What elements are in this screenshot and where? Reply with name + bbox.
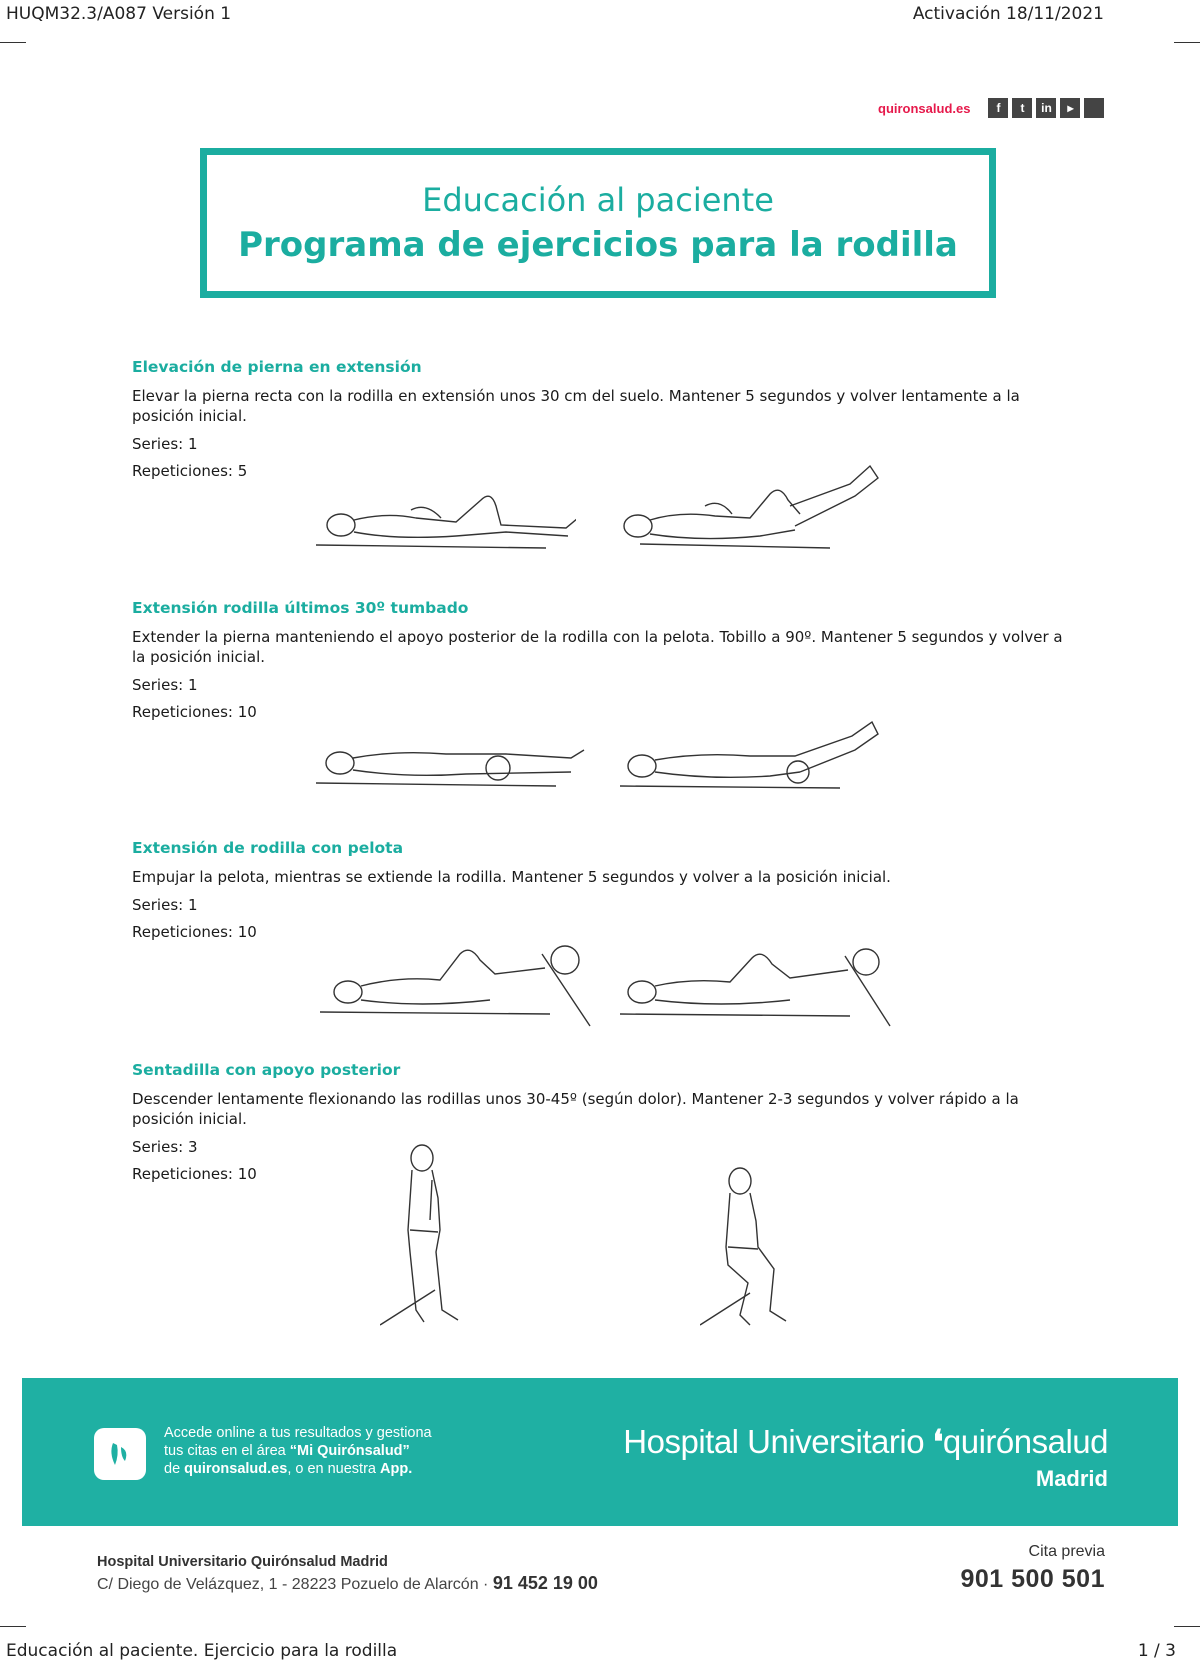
crop-mark — [0, 42, 26, 43]
exercise-3 — [132, 839, 1092, 941]
page-subtitle: Educación al paciente — [422, 181, 774, 219]
exercise-3-illustration-start — [320, 934, 600, 1029]
print-footer-right: 1 / 3 — [1137, 1641, 1176, 1661]
promo-line-2: tus citas en el área “Mi Quirónsalud” — [164, 1443, 410, 1459]
exercise-series: Series: 1 — [132, 435, 198, 453]
promo-band — [22, 1378, 1178, 1526]
crop-mark — [1174, 1626, 1200, 1627]
crop-mark — [1174, 42, 1200, 43]
exercise-reps: Repeticiones: 5 — [132, 462, 248, 480]
hospital-city: Madrid — [1035, 1466, 1108, 1491]
brand-site-link[interactable]: quironsalud.es — [878, 100, 971, 116]
exercise-reps: Repeticiones: 10 — [132, 1165, 257, 1183]
print-header-right: Activación 18/11/2021 — [912, 4, 1104, 24]
cita-previa-phone[interactable]: 901 500 501 — [960, 1565, 1105, 1593]
exercise-3-illustration-end — [620, 940, 900, 1030]
exercise-description: Elevar la pierna recta con la rodilla en extensión unos 30 cm del suelo. Mantener 5 segundos y volver lentamente a la posición inicial. — [132, 387, 1020, 425]
twitter-icon[interactable]: t — [1012, 98, 1032, 118]
exercise-series: Series: 1 — [132, 896, 198, 914]
page-title: Programa de ejercicios para la rodilla — [238, 225, 958, 265]
exercise-4 — [132, 1061, 1092, 1183]
exercise-2-illustration-end — [620, 706, 880, 796]
exercise-description: Descender lentamente flexionando las rodillas unos 30-45º (según dolor). Mantener 2-3 segundos y volver rápido a la posición inicial. — [132, 1090, 1019, 1128]
exercise-4-illustration-end — [700, 1165, 810, 1330]
exercise-1-illustration-end — [620, 456, 880, 556]
linkedin-icon[interactable]: in — [1036, 98, 1056, 118]
footer-phone[interactable]: 91 452 19 00 — [492, 1573, 598, 1593]
youtube-icon[interactable]: ▸ — [1060, 98, 1080, 118]
cita-previa-label: Cita previa — [1028, 1543, 1105, 1560]
exercise-series: Series: 3 — [132, 1138, 198, 1156]
exercise-title: Extensión rodilla últimos 30º tumbado — [132, 599, 469, 617]
quironsalud-logo-icon: ❛ — [932, 1423, 943, 1460]
brand-row — [878, 98, 1104, 118]
exercise-series: Series: 1 — [132, 676, 198, 694]
footer-hospital-name: Hospital Universitario Quirónsalud Madrid — [97, 1554, 388, 1570]
exercise-4-illustration-start — [380, 1140, 490, 1330]
exercise-title: Elevación de pierna en extensión — [132, 358, 422, 376]
exercise-2-illustration-start — [316, 728, 586, 798]
promo-line-1: Accede online a tus resultados y gestiona — [164, 1425, 432, 1441]
exercise-1 — [132, 358, 1092, 480]
exercise-description: Empujar la pelota, mientras se extiende la rodilla. Mantener 5 segundos y volver a la posición inicial. — [132, 868, 891, 886]
exercise-1-illustration-start — [316, 470, 576, 555]
crop-mark — [0, 1626, 26, 1627]
promo-line-3: de quironsalud.es, o en nuestra App. — [164, 1461, 413, 1477]
exercise-reps: Repeticiones: 10 — [132, 703, 257, 721]
facebook-icon[interactable]: f — [988, 98, 1008, 118]
blank-icon — [1084, 98, 1104, 118]
footer-address: C/ Diego de Velázquez, 1 - 28223 Pozuelo de Alarcón · 91 452 19 00 — [97, 1573, 598, 1593]
exercise-2 — [132, 599, 1092, 721]
print-footer-left: Educación al paciente. Ejercicio para la rodilla — [6, 1641, 398, 1661]
exercise-reps: Repeticiones: 10 — [132, 923, 257, 941]
exercise-title: Extensión de rodilla con pelota — [132, 839, 404, 857]
title-box — [200, 148, 996, 298]
quironsalud-app-icon — [94, 1428, 146, 1480]
promo-site-link[interactable]: quironsalud.es — [184, 1461, 288, 1477]
print-header-left: HUQM32.3/A087 Versión 1 — [6, 4, 232, 24]
hospital-logo-text: Hospital Universitario ❛quirónsalud — [623, 1423, 1108, 1460]
exercise-description: Extender la pierna manteniendo el apoyo posterior de la rodilla con la pelota. Tobillo a 90º. Mantener 5 segundos y volver a la posición inicial. — [132, 628, 1063, 666]
promo-text — [164, 1424, 432, 1478]
exercise-title: Sentadilla con apoyo posterior — [132, 1061, 401, 1079]
